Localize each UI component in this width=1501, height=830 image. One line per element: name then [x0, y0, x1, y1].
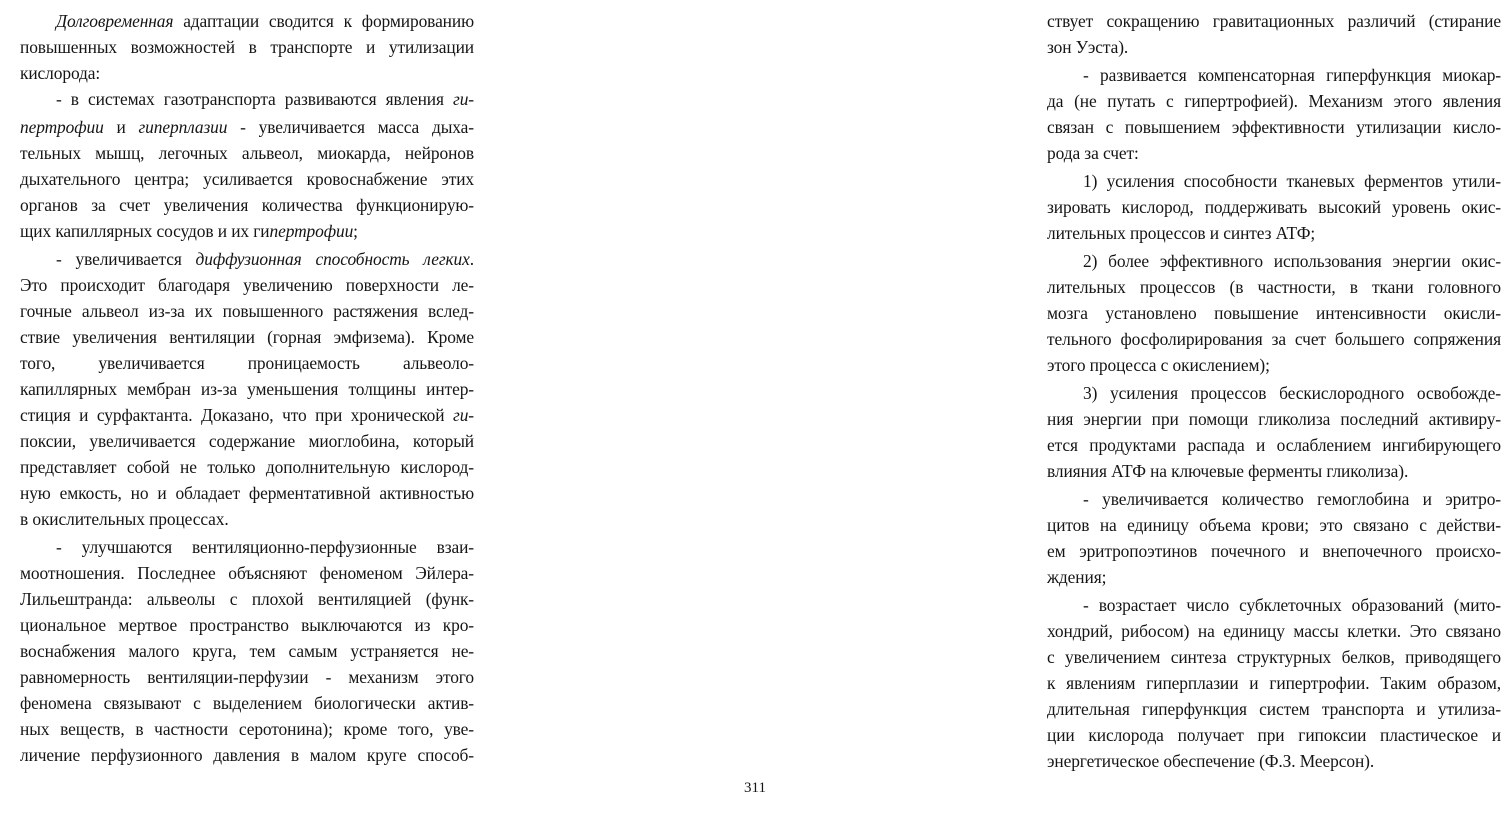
text-line: кислорода:	[20, 63, 101, 83]
text-line: - в системах газотранспорта развиваются явления ги-	[56, 89, 474, 109]
text-line: 3) усиления процессов бескислородного освобожде-	[1083, 383, 1501, 403]
text-line: ем эритропоэтинов почечного и внепочечного происхо-	[1047, 541, 1501, 561]
text-line: - развивается компенсаторная гиперфункция миокар-	[1083, 65, 1501, 85]
text-line: капиллярных мембран из-за уменьшения толщины интер-	[20, 379, 474, 399]
text-line: тельных мышц, легочных альвеол, миокарда, нейронов	[20, 143, 474, 163]
text-line: энергетическое обеспечение (Ф.З. Меерсон).	[1047, 751, 1375, 771]
text-line: Лильештранда: альвеолы с плохой вентиляцией (функ-	[20, 589, 474, 609]
text-line: - увеличивается диффузионная способность легких.	[56, 249, 474, 269]
text-line: 1) усиления способности тканевых ферментов утили-	[1083, 171, 1501, 191]
text-line: пертрофии и гиперплазии - увеличивается масса дыха-	[20, 117, 474, 137]
text-line: ных веществ, в частности серотонина); кроме того, уве-	[20, 719, 474, 739]
text-line: зировать кислород, поддерживать высокий уровень окис-	[1047, 197, 1501, 217]
text-line: с увеличением синтеза структурных белков, приводящего	[1047, 647, 1501, 667]
text-line: феномена связывают с выделением биологически актив-	[20, 693, 474, 713]
text-line: - улучшаются вентиляционно-перфузионные взаи-	[56, 537, 474, 557]
text-line: - увеличивается количество гемоглобина и эритро-	[1083, 489, 1501, 509]
page-number: 311	[744, 780, 766, 796]
text-line: гочные альвеол из-за их повышенного растяжения вслед-	[20, 301, 474, 321]
text-line: щих капиллярных сосудов и их гипертрофии;	[20, 221, 358, 241]
text-line: тельного фосфолирирования за счет большего сопряжения	[1047, 329, 1501, 349]
text-line: ется продуктами распада и ослаблением ингибирующего	[1047, 435, 1501, 455]
text-line: влияния АТФ на ключевые ферменты гликолиза).	[1047, 461, 1409, 481]
text-line: мозга установлено повышение интенсивности окисли-	[1047, 303, 1501, 323]
text-line: Это происходит благодаря увеличению поверхности ле-	[20, 275, 474, 295]
text-line: хондрий, рибосом) на единицу массы клетки. Это связано	[1047, 621, 1501, 641]
text-line: ждения;	[1047, 567, 1107, 587]
text-line: ствует сокращению гравитационных различий (стирание	[1047, 11, 1501, 31]
text-line: личение перфузионного давления в малом круге способ-	[20, 745, 474, 765]
text-line: Долговременная адаптации сводится к формированию	[56, 11, 474, 31]
text-line: повышенных возможностей в транспорте и утилизации	[20, 37, 474, 57]
text-line: воснабжения малого круга, тем самым устраняется не-	[20, 641, 474, 661]
text-line: ции кислорода получает при гипоксии пластическое и	[1047, 725, 1501, 745]
text-line: представляет собой не только дополнительную кислород-	[20, 457, 474, 477]
right-page	[512, 0, 1501, 830]
text-line: - возрастает число субклеточных образований (мито-	[1083, 595, 1501, 615]
text-line: да (не путать с гипертрофией). Механизм этого явления	[1047, 91, 1501, 111]
text-line: в окислительных процессах.	[20, 509, 229, 529]
text-line: зон Уэста).	[1047, 37, 1129, 57]
text-line: 2) более эффективного использования энергии окис-	[1083, 251, 1501, 271]
left-page	[0, 0, 512, 830]
text-line: к явлениям гиперплазии и гипертрофии. Таким образом,	[1047, 673, 1501, 693]
text-line: лительных процессов и синтез АТФ;	[1047, 223, 1316, 243]
text-line: поксии, увеличивается содержание миоглобина, который	[20, 431, 474, 451]
text-line: того, увеличивается проницаемость альвеоло-	[20, 353, 474, 373]
text-line: рода за счет:	[1047, 143, 1139, 163]
text-line: дыхательного центра; усиливается кровоснабжение этих	[20, 169, 474, 189]
text-line: лительных процессов (в частности, в ткани головного	[1047, 277, 1501, 297]
text-line: этого процесса с окислением);	[1047, 355, 1270, 375]
text-line: циональное мертвое пространство выключаются из кро-	[20, 615, 474, 635]
text-line: цитов на единицу объема крови; это связано с действи-	[1047, 515, 1501, 535]
text-line: равномерность вентиляции-перфузии - механизм этого	[20, 667, 474, 687]
text-line: ствие увеличения вентиляции (горная эмфизема). Кроме	[20, 327, 474, 347]
text-line: связан с повышением эффективности утилизации кисло-	[1047, 117, 1501, 137]
text-line: ния энергии при помощи гликолиза последний активиру-	[1047, 409, 1501, 429]
text-line: стиция и сурфактанта. Доказано, что при хронической ги-	[20, 405, 474, 425]
text-line: органов за счет увеличения количества функционирую-	[20, 195, 474, 215]
text-line: моотношения. Последнее объясняют феноменом Эйлера-	[20, 563, 474, 583]
text-line: длительная гиперфункция систем транспорта и утилиза-	[1047, 699, 1501, 719]
text-line: ную емкость, но и обладает ферментативной активностью	[20, 483, 474, 503]
